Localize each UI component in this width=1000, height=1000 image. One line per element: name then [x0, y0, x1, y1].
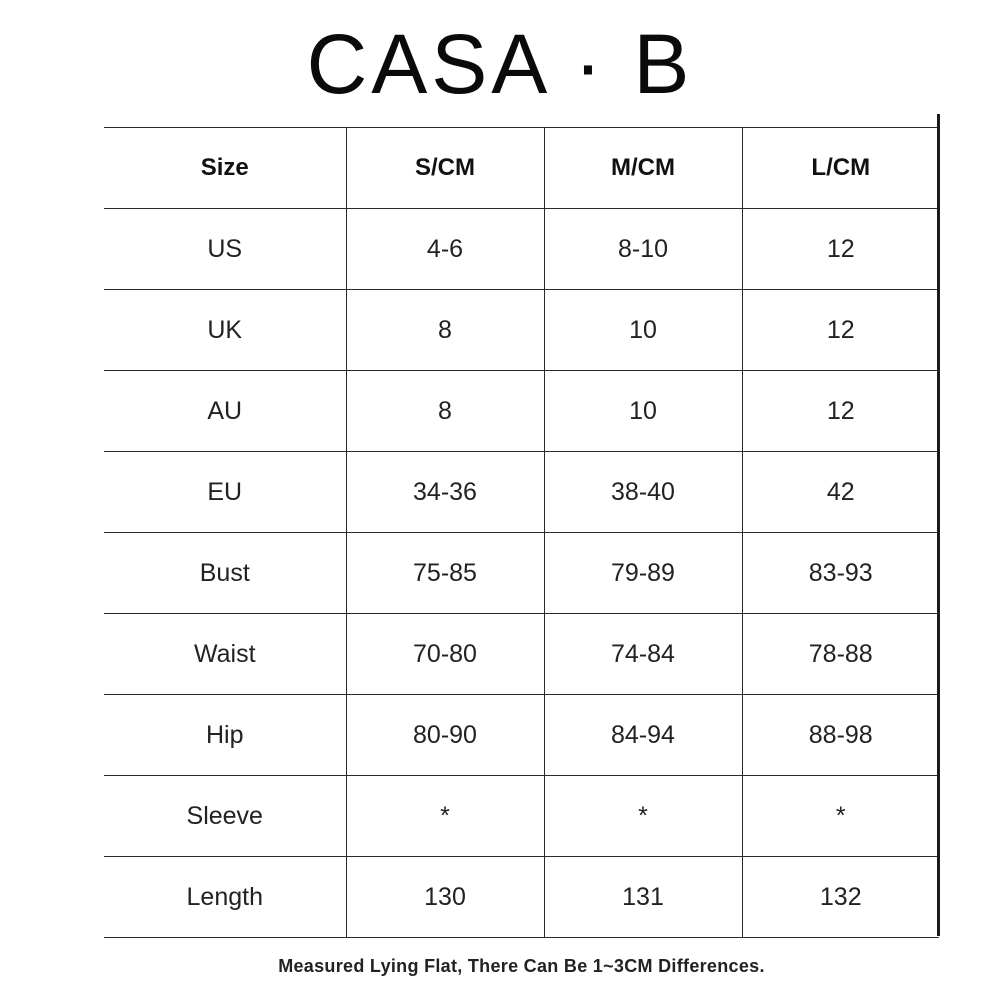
cell-m: 79-89	[544, 533, 742, 614]
brand-logo-text: CASA · B	[306, 17, 694, 111]
cell-s: 4-6	[346, 209, 544, 290]
cell-m: 84-94	[544, 695, 742, 776]
cell-m: 10	[544, 290, 742, 371]
cell-l: 132	[742, 857, 939, 938]
table-row	[104, 371, 939, 452]
row-label: US	[104, 209, 346, 290]
cell-l: 83-93	[742, 533, 939, 614]
cell-m: 131	[544, 857, 742, 938]
cell-l: 78-88	[742, 614, 939, 695]
cell-m: 8-10	[544, 209, 742, 290]
cell-s: 70-80	[346, 614, 544, 695]
table-row	[104, 533, 939, 614]
header-s-cm: S/CM	[346, 128, 544, 209]
table-header-row	[104, 128, 939, 209]
measurement-footnote: Measured Lying Flat, There Can Be 1~3CM Differences.	[278, 956, 765, 976]
row-label: Length	[104, 857, 346, 938]
table-row	[104, 452, 939, 533]
cell-s: 130	[346, 857, 544, 938]
cell-s: 34-36	[346, 452, 544, 533]
header-size: Size	[104, 128, 346, 209]
table-right-border	[937, 114, 940, 936]
cell-s: 8	[346, 371, 544, 452]
cell-l: *	[742, 776, 939, 857]
header-m-cm: M/CM	[544, 128, 742, 209]
cell-s: 80-90	[346, 695, 544, 776]
cell-m: 74-84	[544, 614, 742, 695]
row-label: Hip	[104, 695, 346, 776]
table-row	[104, 776, 939, 857]
size-chart-table	[104, 127, 939, 938]
cell-l: 42	[742, 452, 939, 533]
cell-m: 10	[544, 371, 742, 452]
row-label: Bust	[104, 533, 346, 614]
header-l-cm: L/CM	[742, 128, 939, 209]
cell-l: 12	[742, 209, 939, 290]
table-row	[104, 290, 939, 371]
row-label: AU	[104, 371, 346, 452]
table-row	[104, 209, 939, 290]
row-label: Waist	[104, 614, 346, 695]
table-row	[104, 695, 939, 776]
cell-s: 8	[346, 290, 544, 371]
cell-m: *	[544, 776, 742, 857]
row-label: EU	[104, 452, 346, 533]
cell-s: *	[346, 776, 544, 857]
cell-s: 75-85	[346, 533, 544, 614]
table-row	[104, 857, 939, 938]
table-row	[104, 614, 939, 695]
row-label: UK	[104, 290, 346, 371]
row-label: Sleeve	[104, 776, 346, 857]
brand-header	[0, 14, 1000, 114]
cell-l: 12	[742, 371, 939, 452]
cell-l: 88-98	[742, 695, 939, 776]
cell-l: 12	[742, 290, 939, 371]
cell-m: 38-40	[544, 452, 742, 533]
